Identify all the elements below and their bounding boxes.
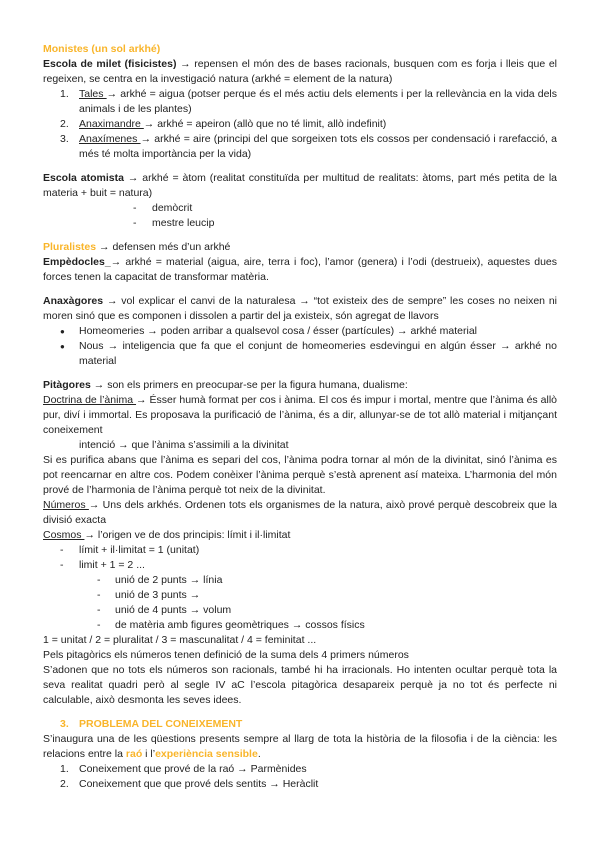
paragraph	[43, 171, 557, 201]
paragraph	[43, 42, 557, 57]
blank-line	[43, 231, 557, 240]
paragraph	[43, 255, 557, 285]
text-run: unió de 3 punts →	[115, 589, 201, 601]
paragraph	[43, 663, 557, 708]
list-marker: -	[97, 604, 101, 616]
text-run: intenció → que l’ànima s’assimili a la divinitat	[79, 439, 289, 451]
dash-list-item	[43, 603, 557, 618]
bold-term: Empèdocles_	[43, 256, 111, 268]
text-run: unió de 4 punts → volum	[115, 604, 232, 616]
numbered-list-item	[43, 762, 557, 777]
text-run: mestre leucip	[152, 217, 215, 229]
bold-term: Pitàgores	[43, 379, 91, 391]
bold-term: Escola de milet (fisicistes)	[43, 58, 177, 70]
paragraph	[43, 498, 557, 528]
text-run: 1 = unitat / 2 = pluralitat / 3 = mascunalitat / 4 = feminitat ...	[43, 634, 317, 646]
list-marker: 3.	[60, 718, 69, 730]
text-run: → l’origen ve de dos principis: límit i il·limitat	[84, 529, 291, 541]
underlined-term: Anaximandre	[79, 118, 144, 130]
highlighted-text: Monistes (un sol arkhé)	[43, 43, 161, 55]
text-run: Si es purifica abans que l’ànima es separi del cos, l’ànima podra tornar al món de la divinitat, sinó l’ànima es pot reencarnar en altre cos. Podem conèixer l’ànima perquè s’està aprenent así mateixa. L’harmonia del món prové de l’harmonia de l’ànima perquè tot neix de la divinitat.	[43, 454, 557, 496]
text-run: S’adonen que no tots els números son racionals, també hi ha irracionals. Ho intenten ocultar perquè tota la seva realitat quadri però al segle IV aC l’escola pitagòrica desapareix perquè ja no tot és perfecte ni calculable, això desmonta les seves idees.	[43, 664, 557, 706]
numbered-list-item	[43, 132, 557, 162]
text-run: → arkhé = aire (principi del que sorgeixen tots els cossos per condensació i rarefacció, a més té molta importància per la vida)	[79, 133, 557, 160]
dash-list-item	[43, 588, 557, 603]
dash-list-item	[43, 573, 557, 588]
list-marker: -	[60, 544, 64, 556]
paragraph	[43, 528, 557, 543]
dash-list-item	[43, 618, 557, 633]
list-marker: 2.	[60, 118, 69, 130]
blank-line	[43, 285, 557, 294]
text-run: Coneixement que que prové dels sentits → Heràclit	[79, 778, 319, 790]
highlighted-text: Pluralistes	[43, 241, 97, 253]
text-run: Coneixement que prové de la raó → Parmènides	[79, 763, 307, 775]
blank-line	[43, 708, 557, 717]
underlined-term: Números	[43, 499, 89, 511]
numbered-list-item	[43, 117, 557, 132]
bullet-list-item	[43, 324, 557, 339]
paragraph	[43, 648, 557, 663]
text-run: i l’	[142, 748, 156, 760]
paragraph	[43, 453, 557, 498]
list-marker: -	[60, 559, 64, 571]
list-marker: 1.	[60, 763, 69, 775]
text-run: PROBLEMA DEL CONEIXEMENT	[79, 718, 243, 730]
text-run: → Ésser humà format per cos i ànima. El cos és impur i mortal, mentre que l’ànima és allò pur, diví i immortal. Es proposava la purificació de l’ànima, és a dir, allunyar-se de tot allò material i mitjançant coneixement	[43, 394, 557, 436]
list-marker: 2.	[60, 778, 69, 790]
list-marker: -	[97, 619, 101, 631]
numbered-list-item	[43, 87, 557, 117]
text-run: → Uns dels arkhés. Ordenen tots els organismes de la natura, això prové perquè descobreix que la divisió exacta	[43, 499, 557, 526]
paragraph	[43, 393, 557, 438]
indented-line	[43, 438, 557, 453]
blank-line	[43, 369, 557, 378]
bold-term: Escola atomista	[43, 172, 124, 184]
list-marker: -	[97, 589, 101, 601]
bullet-icon: ●	[60, 327, 65, 336]
text-run: de matèria amb figures geomètriques → cossos físics	[115, 619, 365, 631]
text-run: Homeomeries → poden arribar a qualsevol cosa / ésser (partícules) → arkhé material	[79, 325, 478, 337]
text-run: S’inaugura una de les qüestions presents sempre al llarg de tota la història de la filosofia i de la ciència: les relacions entre la	[43, 733, 557, 760]
list-marker: -	[133, 217, 137, 229]
dash-list-item	[43, 201, 557, 216]
paragraph	[43, 378, 557, 393]
text-run: limit + 1 = 2 ...	[79, 559, 145, 571]
paragraph	[43, 732, 557, 762]
underlined-term: Tales	[79, 88, 107, 100]
text-run: Nous → inteligencia que fa que el conjunt de homeomeries esdevingui en algún ésser → arkhé no material	[79, 340, 557, 367]
text-run: → arkhé = material (aigua, aire, terra i foc), l’amor (genera) i l’odi (destrueix), aquestes dues forces tenen la capacitat de transformar matèria.	[43, 256, 557, 283]
text-run: unió de 2 punts → línia	[115, 574, 223, 586]
text-run: → vol explicar el canvi de la naturalesa → “tot existeix des de sempre” les coses no neixen ni moren sinó que es componen i dissolen a partir del ja existeix, són agregat de llavors	[43, 295, 557, 322]
paragraph	[43, 240, 557, 255]
dash-list-item	[43, 543, 557, 558]
paragraph	[43, 57, 557, 87]
text-run: → arkhé = apeiron (allò que no té limit, allò indefinit)	[143, 118, 387, 130]
list-marker: -	[133, 202, 137, 214]
section-heading	[43, 717, 557, 732]
paragraph	[43, 294, 557, 324]
text-run: → arkhé = aigua (potser perque és el més actiu dels elements i per la rellevància en la vida dels animals i de les plantes)	[79, 88, 557, 115]
list-marker: 1.	[60, 88, 69, 100]
text-run: demòcrit	[152, 202, 193, 214]
paragraph	[43, 633, 557, 648]
dash-list-item	[43, 558, 557, 573]
text-run: límit + il·limitat = 1 (unitat)	[79, 544, 200, 556]
highlighted-text: raó	[125, 748, 143, 760]
text-run: .	[257, 748, 261, 760]
text-run: → repensen el món des de bases racionals, busquen com es forja i lleis que el regeixen, se centra en la investigació natura (arkhé = element de la natura)	[43, 58, 557, 85]
underlined-term: Doctrina de l’ànima	[43, 394, 137, 406]
text-run: → son els primers en preocupar-se per la figura humana, dualisme:	[90, 379, 408, 391]
bullet-icon: ●	[60, 342, 65, 351]
highlighted-text: experiència sensible	[155, 748, 258, 760]
numbered-list-item	[43, 777, 557, 792]
text-run: → arkhé = àtom (realitat constituïda per multitud de realitats: àtoms, part més petita de la materia + buit = natura)	[43, 172, 557, 199]
underlined-term: Cosmos	[43, 529, 85, 541]
underlined-term: Anaxímenes	[79, 133, 141, 145]
text-run: Pels pitagòrics els números tenen definició de la suma dels 4 primers números	[43, 649, 409, 661]
blank-line	[43, 162, 557, 171]
list-marker: -	[97, 574, 101, 586]
bold-term: Anaxàgores	[43, 295, 104, 307]
dash-list-item	[43, 216, 557, 231]
list-marker: 3.	[60, 133, 69, 145]
text-run: → defensen més d’un arkhé	[96, 241, 231, 253]
bullet-list-item	[43, 339, 557, 369]
document-page	[43, 42, 557, 792]
